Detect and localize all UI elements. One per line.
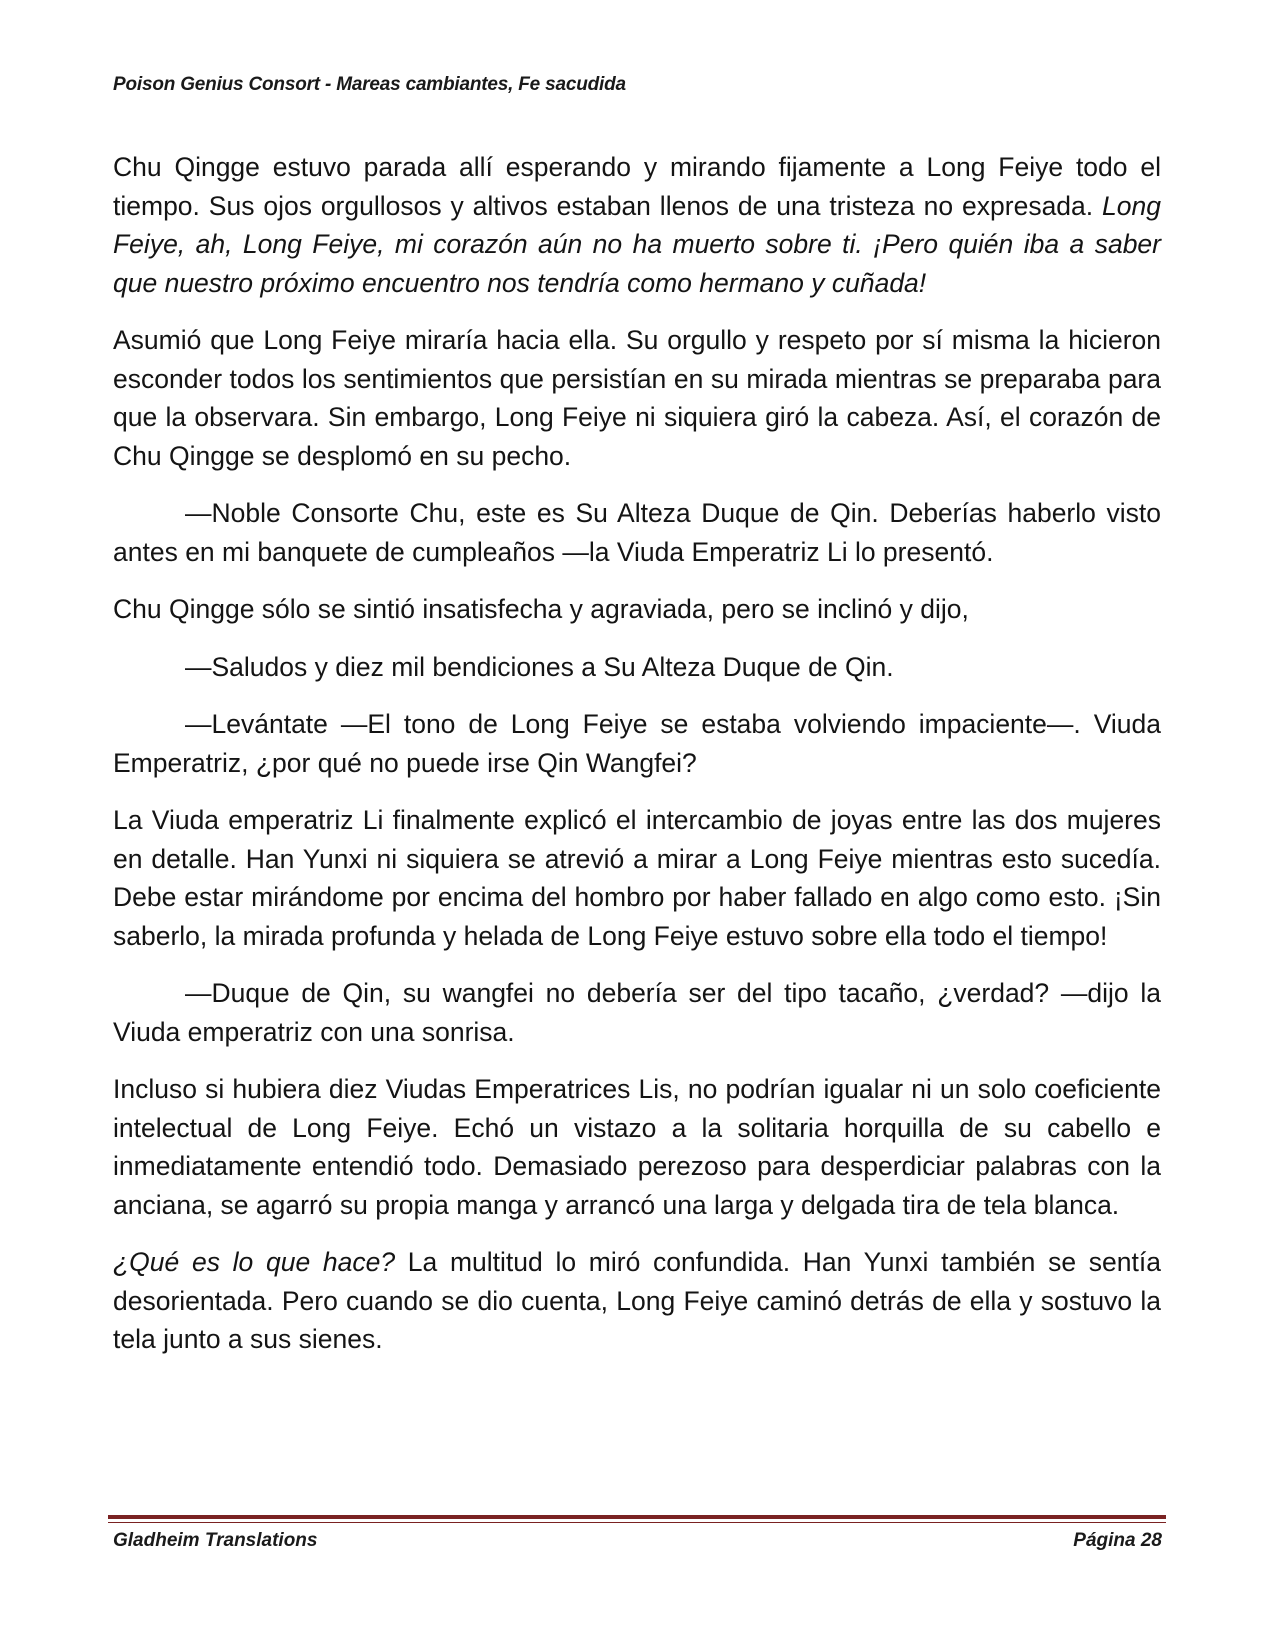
- paragraph-9: Incluso si hubiera diez Viudas Emperatrices Lis, no podrían igualar ni un solo coeficiente intelectual de Long Feiye. Echó un vistazo a la solitaria horquilla de su cabello e inmediatamente entendió todo. Demasiado perezoso para desperdiciar palabras con la anciana, se agarró su propia manga y arrancó una larga y delgada tira de tela blanca.: [113, 1074, 1161, 1220]
- page-header-title: Poison Genius Consort - Mareas cambiantes, Fe sacudida: [113, 74, 626, 95]
- paragraph-4: Chu Qingge sólo se sintió insatisfecha y agraviada, pero se inclinó y dijo,: [113, 594, 969, 624]
- paragraph-2: Asumió que Long Feiye miraría hacia ella. Su orgullo y respeto por sí misma la hicieron esconder todos los sentimientos que persistían en su mirada mientras se preparaba para que la observara. Sin embargo, Long Feiye ni siquiera giró la cabeza. Así, el corazón de Chu Qingge se desplomó en su pecho.: [113, 325, 1161, 471]
- paragraph-6: —Levántate —El tono de Long Feiye se estaba volviendo impaciente—. Viuda Emperatriz, ¿por qué no puede irse Qin Wangfei?: [113, 709, 1161, 778]
- footer-publisher: Gladheim Translations: [113, 1530, 318, 1551]
- paragraph-1-italic: Long Feiye, ah, Long Feiye, mi corazón aún no ha muerto sobre ti. ¡Pero quién iba a saber que nuestro próximo encuentro nos tendría como hermano y cuñada!: [113, 190, 1161, 298]
- footer-page-number: Página 28: [1073, 1530, 1162, 1551]
- paragraph-10-italic: ¿Qué es lo que hace?: [113, 1247, 396, 1277]
- paragraph-7: La Viuda emperatriz Li finalmente explicó el intercambio de joyas entre las dos mujeres en detalle. Han Yunxi ni siquiera se atrevió a mirar a Long Feiye mientras esto sucedía. Debe estar mirándome por encima del hombro por haber fallado en algo como esto. ¡Sin saberlo, la mirada profunda y helada de Long Feiye estuvo sobre ella todo el tiempo!: [113, 805, 1161, 951]
- page-body: [113, 148, 1161, 1378]
- footer-rule-thick: [108, 1515, 1166, 1519]
- paragraph-3: —Noble Consorte Chu, este es Su Alteza Duque de Qin. Deberías haberlo visto antes en mi banquete de cumpleaños —la Viuda Emperatriz Li lo presentó.: [113, 498, 1161, 567]
- paragraph-1-normal: Chu Qingge estuvo parada allí esperando y mirando fijamente a Long Feiye todo el tiempo. Sus ojos orgullosos y altivos estaban llenos de una tristeza no expresada.: [113, 152, 1161, 221]
- paragraph-10: [113, 1243, 1161, 1359]
- paragraph-8: —Duque de Qin, su wangfei no debería ser del tipo tacaño, ¿verdad? —dijo la Viuda emperatriz con una sonrisa.: [113, 978, 1161, 1047]
- paragraph-10-normal: La multitud lo miró confundida. Han Yunxi también se sentía desorientada. Pero cuando se dio cuenta, Long Feiye caminó detrás de ella y sostuvo la tela junto a sus sienes.: [113, 1247, 1161, 1354]
- footer-rule-thin: [108, 1522, 1166, 1523]
- paragraph-5: —Saludos y diez mil bendiciones a Su Alteza Duque de Qin.: [185, 651, 894, 682]
- paragraph-1: [113, 148, 1161, 302]
